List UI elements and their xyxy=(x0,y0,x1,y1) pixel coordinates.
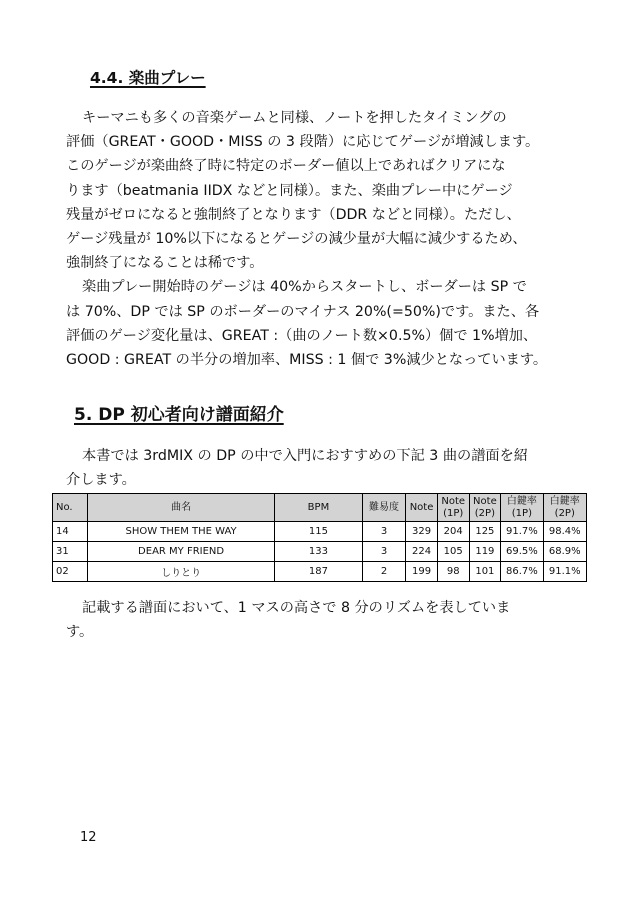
body-line: キーマニも多くの音楽ゲームと同様、ノートを押したタイミングの xyxy=(82,110,507,126)
table-cell: 101 xyxy=(469,562,501,582)
table-cell: 98 xyxy=(437,562,469,582)
body-line: は 70%、DP では SP のボーダーのマイナス 20%(=50%)です。また、各 xyxy=(66,303,540,320)
body-line: ります（beatmania IIDX などと同様）。また、楽曲プレー中にゲージ xyxy=(66,182,513,199)
body-line: 評価（GREAT・GOOD・MISS の 3 段階）に応じてゲージが増減します。 xyxy=(66,134,540,151)
table-cell: 119 xyxy=(469,542,501,562)
table-cell: 224 xyxy=(406,542,438,562)
body-line: GOOD : GREAT の半分の増加率、MISS : 1 個で 3%減少となっています。 xyxy=(66,351,548,368)
body-line: 記載する譜面において、1 マスの高さで 8 分のリズムを表していま xyxy=(82,600,511,616)
column-header: 白鍵率 (1P) xyxy=(501,494,543,522)
section-4-4-body xyxy=(66,106,576,372)
table-cell: 02 xyxy=(53,562,88,582)
table-cell: しりとり xyxy=(88,562,275,582)
table-cell: 91.7% xyxy=(501,522,543,542)
body-line: 強制終了になることは稀です。 xyxy=(66,255,264,272)
body-line: す。 xyxy=(66,624,94,641)
table-cell: 187 xyxy=(275,562,363,582)
column-header: Note xyxy=(406,494,438,522)
table-cell: 86.7% xyxy=(501,562,543,582)
table-row xyxy=(53,562,587,582)
section-5-closing xyxy=(66,596,576,644)
column-header: 曲名 xyxy=(88,494,275,522)
table-cell: 68.9% xyxy=(543,542,586,562)
table-cell: 91.1% xyxy=(543,562,586,582)
table-cell: 3 xyxy=(362,522,405,542)
column-header: No. xyxy=(53,494,88,522)
table-cell: 115 xyxy=(275,522,363,542)
table-row xyxy=(53,542,587,562)
section-5-intro xyxy=(66,444,576,492)
body-line: ゲージ残量が 10%以下になるとゲージの減少量が大幅に減少するため、 xyxy=(66,230,527,247)
table-cell: 2 xyxy=(362,562,405,582)
body-line: 介します。 xyxy=(66,472,136,489)
page-number: 12 xyxy=(80,830,97,845)
table-cell: DEAR MY FRIEND xyxy=(88,542,275,562)
table-cell: 3 xyxy=(362,542,405,562)
section-5-heading: 5. DP 初心者向け譜面紹介 xyxy=(74,405,284,425)
body-line: このゲージが楽曲終了時に特定のボーダー値以上であればクリアにな xyxy=(66,158,506,175)
column-header: Note (2P) xyxy=(469,494,501,522)
table-header-row xyxy=(53,494,587,522)
table-cell: 31 xyxy=(53,542,88,562)
table-row xyxy=(53,522,587,542)
table-cell: SHOW THEM THE WAY xyxy=(88,522,275,542)
column-header: 白鍵率 (2P) xyxy=(543,494,586,522)
body-line: 残量がゼロになると強制終了となります（DDR などと同様）。ただし、 xyxy=(66,206,521,223)
table-cell: 98.4% xyxy=(543,522,586,542)
table-cell: 105 xyxy=(437,542,469,562)
column-header: Note (1P) xyxy=(437,494,469,522)
table-cell: 204 xyxy=(437,522,469,542)
table-cell: 329 xyxy=(406,522,438,542)
table-cell: 199 xyxy=(406,562,438,582)
table-cell: 125 xyxy=(469,522,501,542)
table-cell: 133 xyxy=(275,542,363,562)
body-line: 本書では 3rdMIX の DP の中で入門におすすめの下記 3 曲の譜面を紹 xyxy=(82,448,528,464)
section-4-4-heading: 4.4. 楽曲プレー xyxy=(90,69,206,87)
table-cell: 14 xyxy=(53,522,88,542)
body-line: 楽曲プレー開始時のゲージは 40%からスタートし、ボーダーは SP で xyxy=(82,279,527,296)
column-header: BPM xyxy=(275,494,363,522)
column-header: 難易度 xyxy=(362,494,405,522)
body-line: 評価のゲージ変化量は、GREAT :（曲のノート数×0.5%）個で 1%増加、 xyxy=(66,327,538,344)
chart-spec-table xyxy=(52,493,587,582)
table-cell: 69.5% xyxy=(501,542,543,562)
